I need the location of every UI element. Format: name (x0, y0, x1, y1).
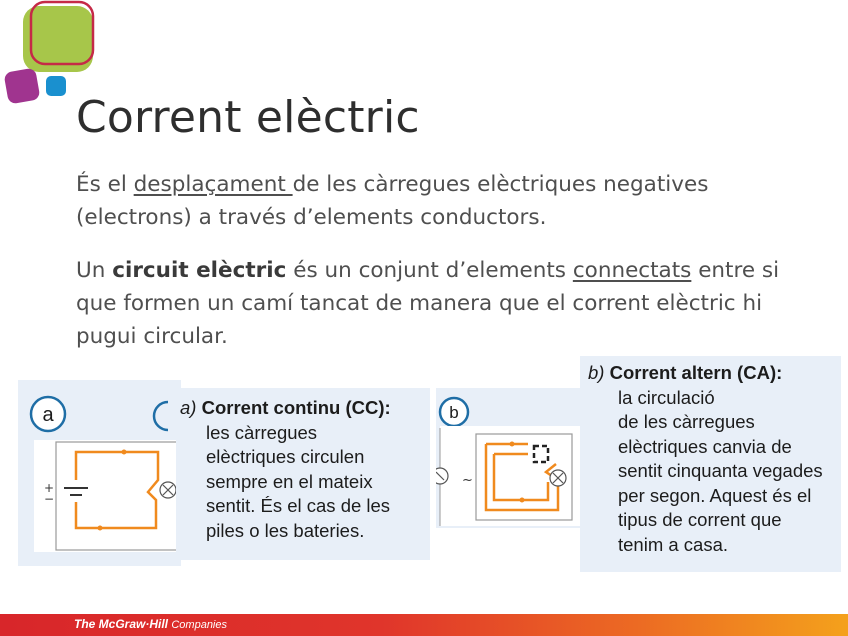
svg-text:−: − (44, 492, 55, 506)
logo-purple-square (3, 67, 40, 104)
figure-a-body: les càrregues elèctriques circulen sempre en el mateix sentit. És el cas de les piles o les bateries. (206, 421, 391, 541)
svg-text:~: ~ (462, 473, 473, 488)
paragraph-definition: És el desplaçament de les càrregues elèctriques negatives (electrons) a través d’elements conductors. (76, 172, 709, 230)
svg-text:+: + (44, 481, 55, 495)
circle-label-b-text: b (449, 403, 459, 422)
link-connectats[interactable]: connectats (572, 258, 692, 283)
circle-label-a-text: a (42, 404, 54, 426)
figure-a-label: a) (180, 397, 197, 418)
figure-b-heading: Corrent altern (CA): (609, 362, 783, 383)
paragraph-circuit: Un circuit elèctric és un conjunt d’elements connectats entre si que formen un camí tancat de manera que el corrent elèctric hi pugui circular. (76, 258, 780, 349)
link-desplacament[interactable]: desplaçament (133, 172, 293, 197)
figure-b-body: la circulació de les càrregues elèctriques canvia de sentit cinquanta vegades per segon. Aquest és el tipus de corrent que tenim a casa. (618, 386, 823, 555)
footer-brand: The McGraw·Hill Companies (74, 617, 227, 631)
figure-a-heading: Corrent continu (CC): (201, 397, 391, 418)
page-title: Corrent elèctric (76, 92, 420, 143)
logo-blue-square (46, 76, 66, 96)
figure-a-diagram (18, 380, 181, 566)
figure-b-label: b) (588, 362, 605, 383)
figure-b-diagram (436, 388, 582, 528)
figure-a-caption-panel (176, 388, 430, 560)
figure-b-caption-panel (580, 356, 841, 572)
footer-bar (0, 614, 848, 636)
logo-green-square (23, 6, 93, 72)
